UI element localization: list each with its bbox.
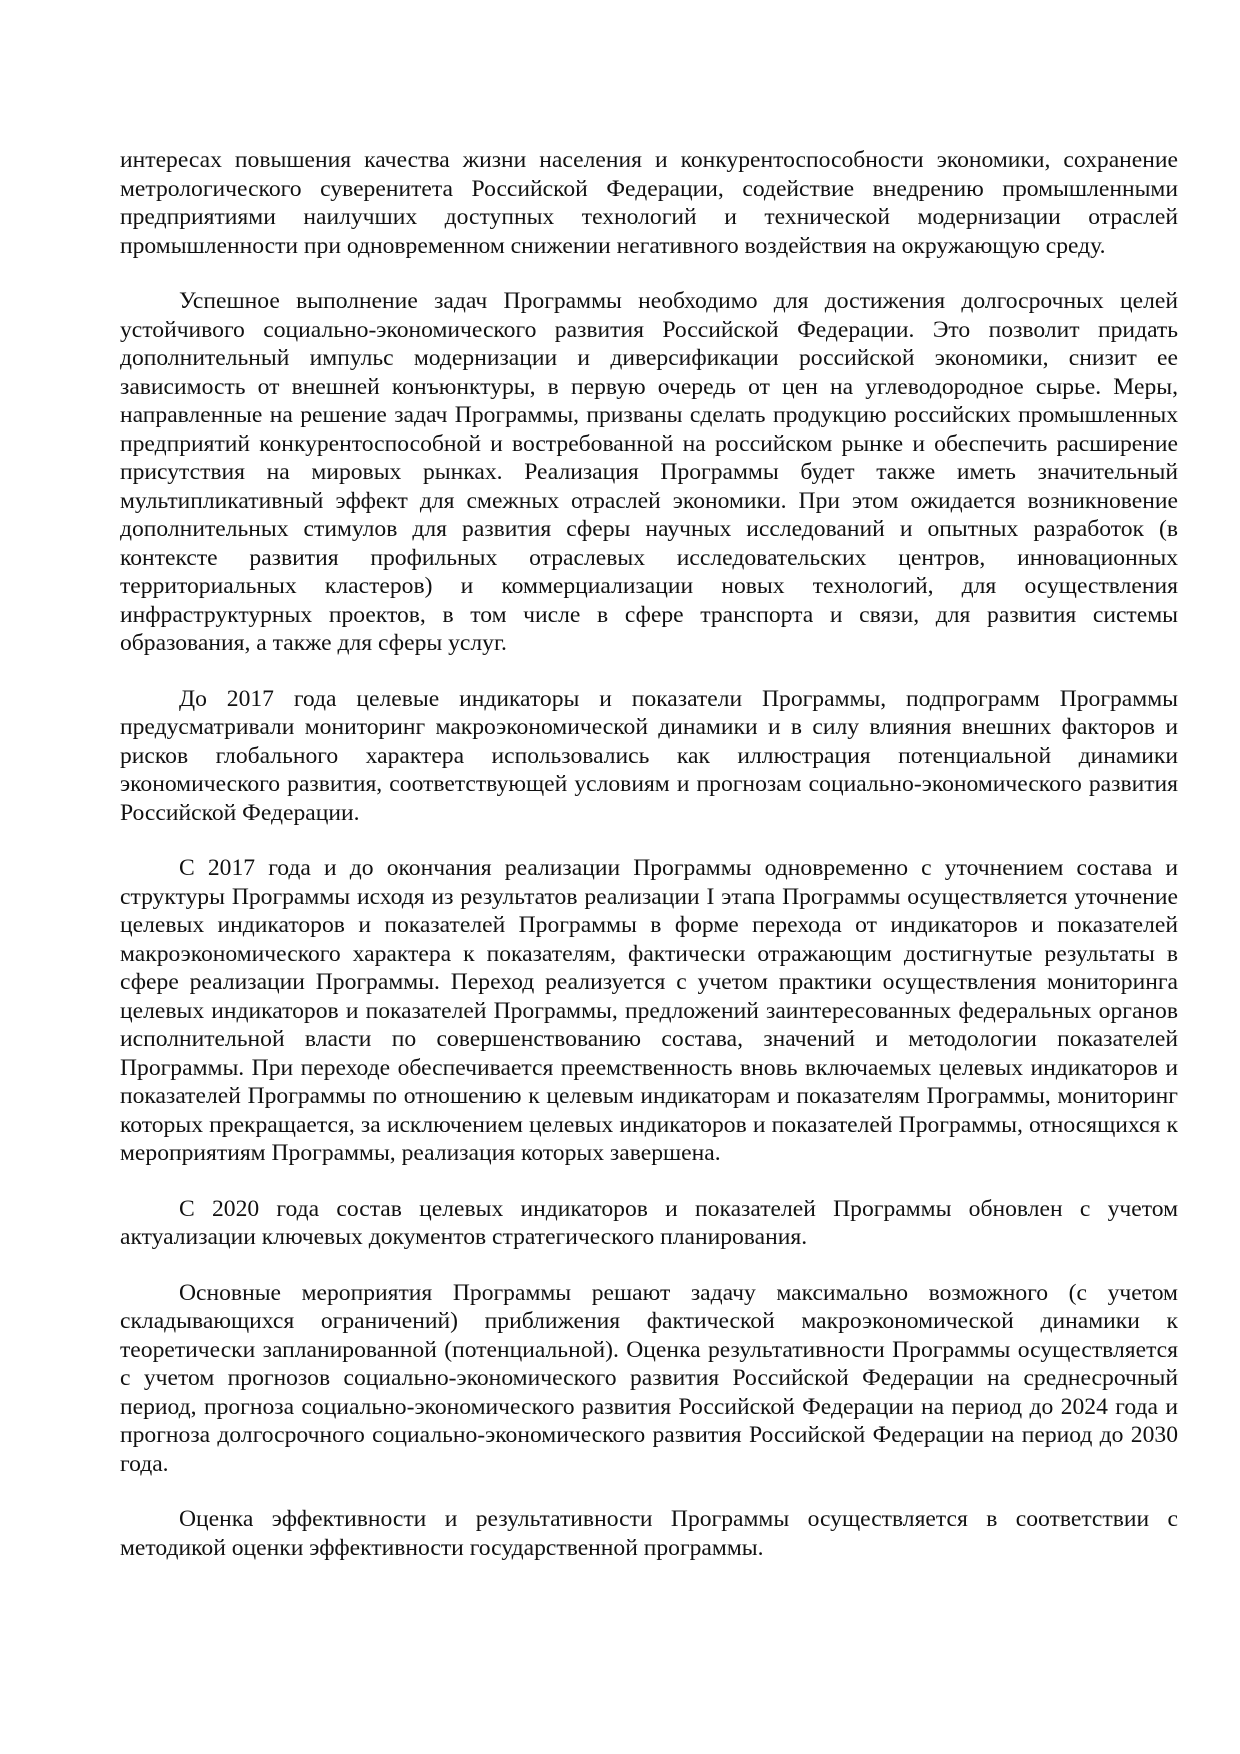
paragraph-since-2017: С 2017 года и до окончания реализации Программы одновременно с уточнением состава и структуры Программы исходя из результатов реализации I этапа Программы осуществляется уточнение целевых индикаторов и показателей Программы в форме перехода от индикаторов и показателей макроэкономического характера к показателям, фактически отражающим достигнутые результаты в сфере реализации Программы. Переход реализуется с учетом практики осуществления мониторинга целевых индикаторов и показателей Программы, предложений заинтересованных федеральных органов исполнительной власти по совершенствованию состава, значений и методологии показателей Программы. При переходе обеспечивается преемственность вновь включаемых целевых индикаторов и показателей Программы по отношению к целевым индикаторам и показателям Программы, мониторинг которых прекращается, за исключением целевых индикаторов и показателей Программы, относящихся к мероприятиям Программы, реализация которых завершена. — [120, 855, 1178, 1166]
paragraph-before-2017: До 2017 года целевые индикаторы и показатели Программы, подпрограмм Программы предусматривали мониторинг макроэкономической динамики и в силу влияния внешних факторов и рисков глобального характера использовались как иллюстрация потенциальной динамики экономического развития, соответствующей условиям и прогнозам социально-экономического развития Российской Федерации. — [120, 685, 1178, 826]
paragraph-program-success: Успешное выполнение задач Программы необходимо для достижения долгосрочных целей устойчивого социально-экономического развития Российской Федерации. Это позволит придать дополнительный импульс модернизации и диверсификации российской экономики, снизит ее зависимость от внешней конъюнктуры, в первую очередь от цен на углеводородное сырье. Меры, направленные на решение задач Программы, призваны сделать продукцию российских промышленных предприятий конкурентоспособной и востребованной на российском рынке и обеспечить расширение присутствия на мировых рынках. Реализация Программы будет также иметь значительный мультипликативный эффект для смежных отраслей экономики. При этом ожидается возникновение дополнительных стимулов для развития сферы научных исследований и опытных разработок (в контексте развития профильных отраслевых исследовательских центров, инновационных территориальных кластеров) и коммерциализации новых технологий, для осуществления инфраструктурных проектов, в том числе в сфере транспорта и связи, для развития системы образования, а также для сферы услуг. — [120, 288, 1178, 656]
paragraph-evaluation: Оценка эффективности и результативности Программы осуществляется в соответствии с методикой оценки эффективности государственной программы. — [120, 1506, 1178, 1561]
paragraph-main-activities: Основные мероприятия Программы решают задачу максимально возможного (с учетом складывающихся ограничений) приближения фактической макроэкономической динамики к теоретически запланированной (потенциальной). Оценка результативности Программы осуществляется с учетом прогнозов социально-экономического развития Российской Федерации на среднесрочный период, прогноза социально-экономического развития Российской Федерации на период до 2024 года и прогноза долгосрочного социально-экономического развития Российской Федерации на период до 2030 года. — [120, 1279, 1178, 1477]
paragraph-since-2020: С 2020 года состав целевых индикаторов и показателей Программы обновлен с учетом актуализации ключевых документов стратегического планирования. — [120, 1195, 1178, 1250]
document-page — [120, 146, 1178, 1589]
paragraph-intro-continuation: интересах повышения качества жизни населения и конкурентоспособности экономики, сохранение метрологического суверенитета Российской Федерации, содействие внедрению промышленными предприятиями наилучших доступных технологий и технической модернизации отраслей промышленности при одновременном снижении негативного воздействия на окружающую среду. — [120, 147, 1178, 259]
